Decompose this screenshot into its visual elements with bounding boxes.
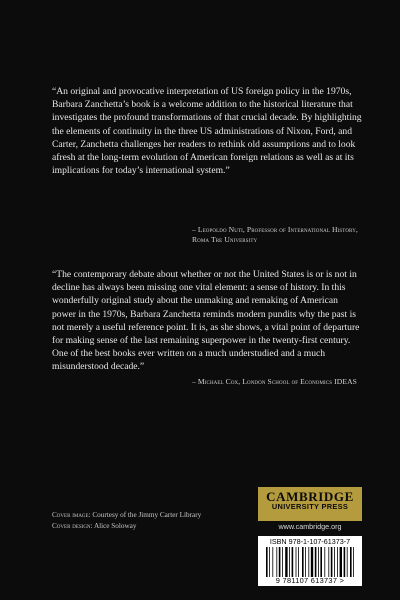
isbn-barcode [258, 536, 362, 586]
publisher-subtitle: UNIVERSITY PRESS [271, 502, 349, 511]
barcode-bars [261, 547, 359, 577]
cover-design-value: Alice Soloway [93, 522, 137, 530]
cover-design-label: Cover design: [52, 522, 93, 530]
isbn-label: ISBN 978-1-107-61373-7 [269, 537, 351, 546]
review-attribution-2: – Michael Cox, London School of Economics IDEAS [192, 377, 357, 386]
cover-image-value: Courtesy of the Jimmy Carter Library [92, 511, 202, 519]
cover-image-label: Cover image: [52, 511, 91, 519]
publisher-name: CAMBRIDGE [266, 489, 354, 504]
cover-image-credit [52, 510, 201, 521]
review-attribution-1: – Leopoldo Nuti, Professor of International History, Roma Tre University [192, 225, 358, 244]
review-quote-1: “An original and provocative interpretation of US foreign policy in the 1970s, Barbara Zanchetta’s book is a welcome addition to the historical literature that investigates the profound transformations of that crucial decade. By highlighting the elements of continuity in the three US administrations of Nixon, Ford, and Carter, Zanchetta challenges her readers to rethink old assumptions and to look afresh at the long-term evolution of American foreign relations as well as at its implications for today’s international system.” [52, 86, 362, 177]
publisher-url: www.cambridge.org [278, 522, 342, 531]
barcode-digits: 9 781107 613737 > [275, 576, 345, 585]
cover-design-credit [52, 521, 136, 532]
review-quote-2: “The contemporary debate about whether or not the United States is or is not in decline has always been missing one vital element: a sense of history. In this wonderfully original study about the unmaking and remaking of American power in the 1970s, Barbara Zanchetta reminds modern pundits why the past is not merely a useful reference point. It is, as she shows, a vital point of departure for making sense of the last remaining superpower in the twenty-first century. One of the best books ever written on a much understudied and a much misunderstood decade.” [52, 269, 360, 373]
publisher-logo [258, 487, 362, 521]
